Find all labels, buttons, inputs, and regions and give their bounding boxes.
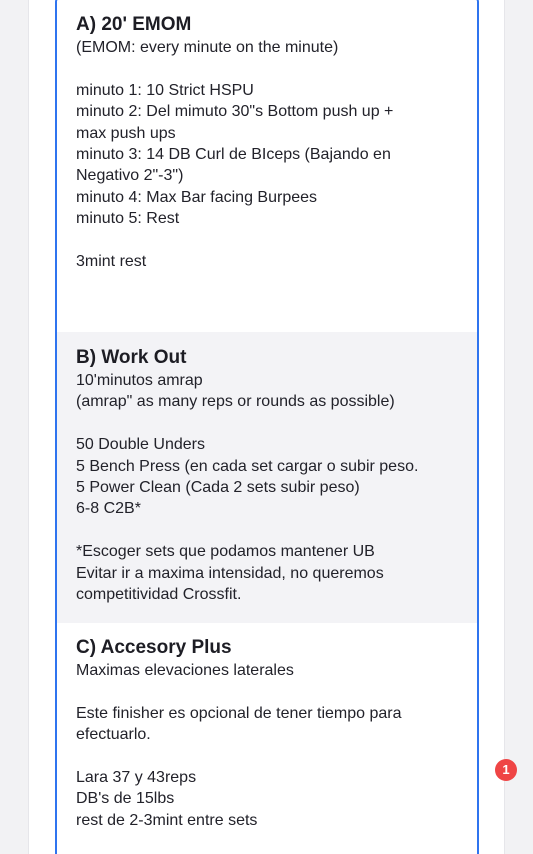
text-line: DB's de 15lbs <box>76 790 175 808</box>
section-b-workout <box>57 332 477 623</box>
text-line: 10'minutos amrap <box>76 372 203 389</box>
section-body <box>76 370 463 605</box>
text-line: Lara 37 y 43reps <box>76 769 197 786</box>
text-line: (EMOM: every minute on the minute) <box>76 39 339 56</box>
text-line: Este finisher es opcional de tener tiempo para <box>76 704 402 722</box>
section-title: A) 20' EMOM <box>76 14 192 35</box>
text-line: 6-8 C2B* <box>76 500 141 518</box>
text-line: (amrap" as many reps or rounds as possible) <box>76 393 395 411</box>
workout-card[interactable] <box>55 0 479 854</box>
text-line: minuto 5: Rest <box>76 210 180 228</box>
section-c-accessory <box>57 623 477 854</box>
text-line: 50 Double Unders <box>76 436 205 454</box>
text-line: max push ups <box>76 124 176 142</box>
text-line: 5 Power Clean (Cada 2 sets subir peso) <box>76 479 360 497</box>
text-line: Maximas elevaciones laterales <box>76 662 294 679</box>
blank-line <box>76 520 463 541</box>
section-a-emom <box>57 0 477 332</box>
text-line: rest de 2-3mint entre sets <box>76 811 258 829</box>
blank-line <box>76 681 463 702</box>
text-line: minuto 1: 10 Strict HSPU <box>76 81 254 99</box>
text-line: minuto 3: 14 DB Curl de BIceps (Bajando en <box>76 146 391 164</box>
blank-line <box>76 746 463 767</box>
text-line: 5 Bench Press (en cada set cargar o subir peso. <box>76 457 419 475</box>
blank-line <box>76 413 463 434</box>
section-body <box>76 37 463 272</box>
text-line: *Escoger sets que podamos mantener UB <box>76 543 375 561</box>
text-line: minuto 4: Max Bar facing Burpees <box>76 188 318 206</box>
blank-line <box>76 58 463 79</box>
text-line: minuto 2: Del mimuto 30"s Bottom push up + <box>76 103 394 121</box>
text-line: 3mint rest <box>76 253 147 271</box>
text-line: efectuarlo. <box>76 726 151 744</box>
section-title: B) Work Out <box>76 347 187 368</box>
text-line: Evitar ir a maxima intensidad, no queremos <box>76 564 384 582</box>
section-body <box>76 660 463 831</box>
section-title: C) Accesory Plus <box>76 637 232 658</box>
blank-line <box>76 230 463 251</box>
text-line: Negativo 2"-3") <box>76 167 184 185</box>
text-line: competitividad Crossfit. <box>76 586 242 604</box>
notification-badge[interactable]: 1 <box>495 759 517 781</box>
